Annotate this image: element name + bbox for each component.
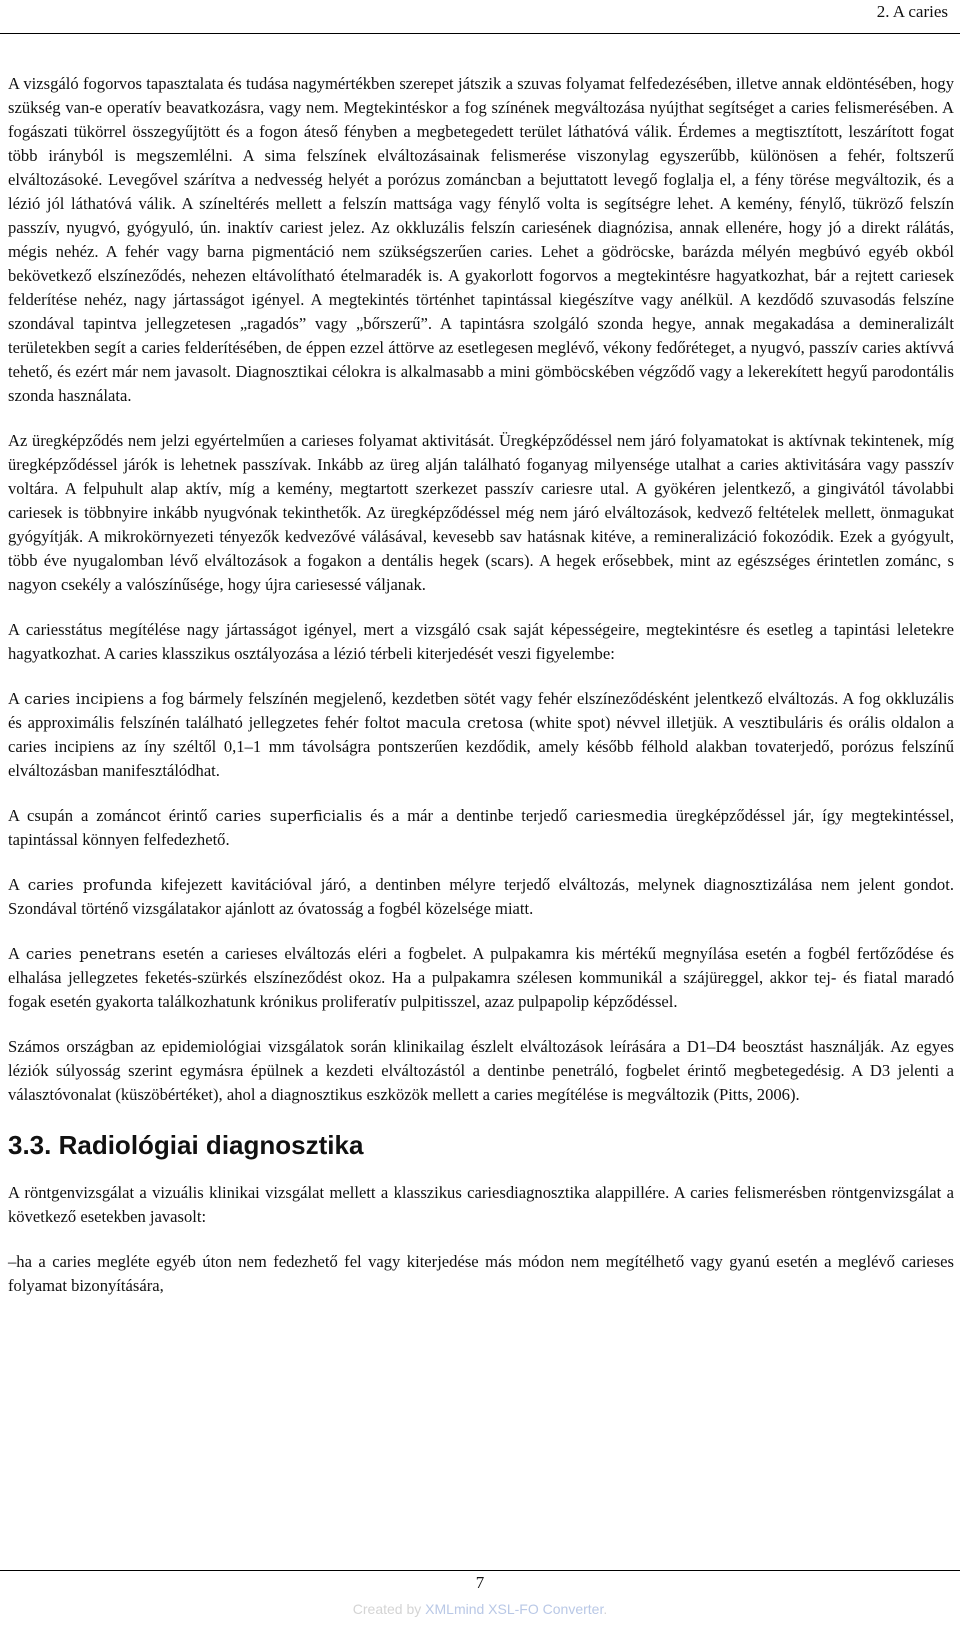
running-header [0, 0, 960, 34]
paragraph-radiology-intro: A röntgenvizsgálat a vizuális klinikai vizsgálat mellett a klasszikus cariesdiagnosztika alappillére. A caries felismerésben röntgenvizsgálat a következő esetekben javasolt: [8, 1183, 954, 1226]
paragraph-examination: A vizsgáló fogorvos tapasztalata és tudása nagymértékben szerepet játszik a szuvas folyamat felfedezésében, illetve annak eldöntésében, hogy szükség van-e operatív beavatkozásra, vagy nem. Megtekintéskor a fog színének megváltozása nyújthat segítséget a caries felismerésében. A fogászati tükörrel összegyűjtött és a fogon áteső fényben a megbetegedett terület láthatóvá válik. Érdemes a megtisztított, leszárított fogat több irányból is megszemlélni. A sima felszínek elváltozásainak felismerése viszonylag egyszerűbb, különösen a fehér, foltszerű elváltozásoké. Levegővel szárítva a nedvesség helyét a porózus zománcban a bejuttatott levegő foglalja el, a fény törése megváltozik, és a lézió jól láthatóvá válik. A színeltérés mellett a felszín mattsága vagy fénylő volta is segítségre lehet. A kemény, fénylő, tükröző felszín passzív, nyugvó, gyógyuló, ún. inaktív cariest jelez. Az okkluzális felszín cariesének diagnózisa, annak ellenére, hogy jó a direkt rálátás, mégis nehéz. A fehér vagy barna pigmentáció nem szükségszerűen caries. Lehet a gödröcske, barázda mélyén megbúvó egyéb okból bekövetkező elszíneződés, nehezen eltávolítható ételmaradék is. A gyakorlott fogorvos a megtekintésre hagyatkozhat, bár a rejtett cariesek felderítése nehéz, nagy jártasságot igényel. A megtekintés történhet tapintással kiegészítve vagy anélkül. A kezdődő szuvasodás felszíne szondával tapintva jellegzetesen „ragadós” vagy „bőrszerű”. A tapintásra szolgáló szonda hegye, annak megakadása a demineralizált területekben segít a caries felderítésében, de éppen ezzel áttörve az esetlegesen meglévő, vékony fedőréteget, a nyugvó, passzív caries aktívvá tehető, és ezért már nem javasolt. Diagnosztikai célokra is alkalmasabb a mini gömböcskében végződő vagy a lekerekített hegyű parodontális szonda használata. [8, 74, 954, 405]
term-macula-cretosa: macula cretosa [405, 714, 524, 732]
paragraph-caries-incipiens: A caries incipiens a fog bármely felszínén megjelenő, kezdetben sötét vagy fehér elszíneződésként jelentkező elváltozás. A fog okkluzális és approximális felszínén található jellegzetes fehér foltot macula cretosa (white spot) névvel illetjük. A vesztibuláris és orális oldalon a caries incipiens az íny széltől 0,1–1 mm távolságra pontszerűen kezdődik, amely később félhold alakban tovaterjedő, porózus felszínű elváltozásban manifesztálódhat. [8, 689, 955, 780]
paragraph-caries-superficialis: A csupán a zománcot érintő caries superficialis és a már a dentinbe terjedő cariesmedia üregképződéssel jár, így megtekintéssel, tapintással könnyen felfedezhető. [8, 806, 954, 849]
term-caries-incipiens: caries incipiens [24, 690, 145, 708]
paragraph-d1-d4: Számos országban az epidemiológiai vizsgálatok során klinikailag észlelt elváltozások leírására a D1–D4 beosztást használják. Az egyes léziók súlyosság szerint egymásra épülnek a kezdeti elváltozástól a dentinbe penetráló, fogbelet érintő megbetegedésig. A D3 jelenti a választóvonalat (küszöbértéket), ahol a diagnosztikus eszközök mellett a caries megítélése is megváltozik (Pitts, 2006). [8, 1037, 954, 1104]
term-caries-penetrans: caries penetrans [25, 945, 156, 963]
term-caries-profunda: caries profunda [27, 876, 153, 894]
term-caries-superficialis: caries superficialis [215, 807, 363, 825]
paragraph-caries-penetrans: A caries penetrans esetén a carieses elváltozás eléri a fogbelet. A pulpakamra kis mértékű megnyílása esetén a fogbél fertőződése és elhalása jellegzetes feketés-szürkés elszíneződést okoz. Ha a pulpakamra szélesen kommunikál a szájüreggel, akkor tej- és fiatal maradó fogak esetén gyakorta találkozhatunk krónikus proliferatív pulpitisszel, azaz pulpapolip képződéssel. [8, 944, 954, 1011]
page-number: 7 [475, 1573, 485, 1592]
list-item-radiology-case: –ha a caries megléte egyéb úton nem fedezhető fel vagy kiterjedése más módon nem megítélhető vagy gyanú esetén a meglévő carieses folyamat bizonyítására, [8, 1252, 954, 1295]
paragraph-classification-intro: A cariesstátus megítélése nagy jártasságot igényel, mert a vizsgáló csak saját képességeire, megtekintésre és esetleg a tapintási leletekre hagyatkozhat. A caries klasszikus osztályozása a lézió térbeli kiterjedését veszi figyelembe: [8, 620, 954, 663]
paragraph-cavitation: Az üregképződés nem jelzi egyértelműen a carieses folyamat aktivitását. Üregképződéssel nem járó folyamatokat is aktívnak tekintenek, míg üregképződéssel járók is lehetnek passzívak. Inkább az üreg alján található foganyag milyensége utalhat a caries aktivitására vagy passzív voltára. A felpuhult alap aktív, míg a kemény, megtartott szerkezet passzív cariesre utal. A gyökéren jelentkező, a gingivától távolabbi cariesek is többnyire inkább nyugvónak tekinthetők. Az üregképződéssel még nem járó elváltozások, kedvező feltételek mellett, önmagukat gyógyítják. A mikrokörnyezeti tényezők kedvezővé válásával, kevesebb sav hatásnak kitéve, a remineralizáció fokozódik. Ezek a gyógyult, több éve nyugalomban lévő elváltozások a fogakon a dentális hegek (scars). A hegek erősebbek, mint az egészséges érintetlen zománc, s nagyon csekély a valószínűsége, hogy újra cariesessé váljanak. [8, 431, 954, 594]
converter-name: XMLmind XSL-FO Converter [425, 1601, 604, 1617]
footer-rule [0, 1570, 960, 1571]
section-heading: 3.3. Radiológiai diagnosztika [8, 1130, 364, 1160]
running-title: 2. A caries [876, 2, 948, 21]
page-content [8, 72, 954, 1319]
paragraph-caries-profunda: A caries profunda kifejezett kavitációval járó, a dentinben mélyre terjedő elváltozás, melynek diagnosztizálása nem jelent gondot. Szondával történő vizsgálatakor ajánlott az óvatosság a fogbél közelsége miatt. [8, 875, 954, 918]
creator-watermark: Created by XMLmind XSL-FO Converter. [352, 1601, 608, 1617]
term-cariesmedia: cariesmedia [575, 807, 668, 825]
